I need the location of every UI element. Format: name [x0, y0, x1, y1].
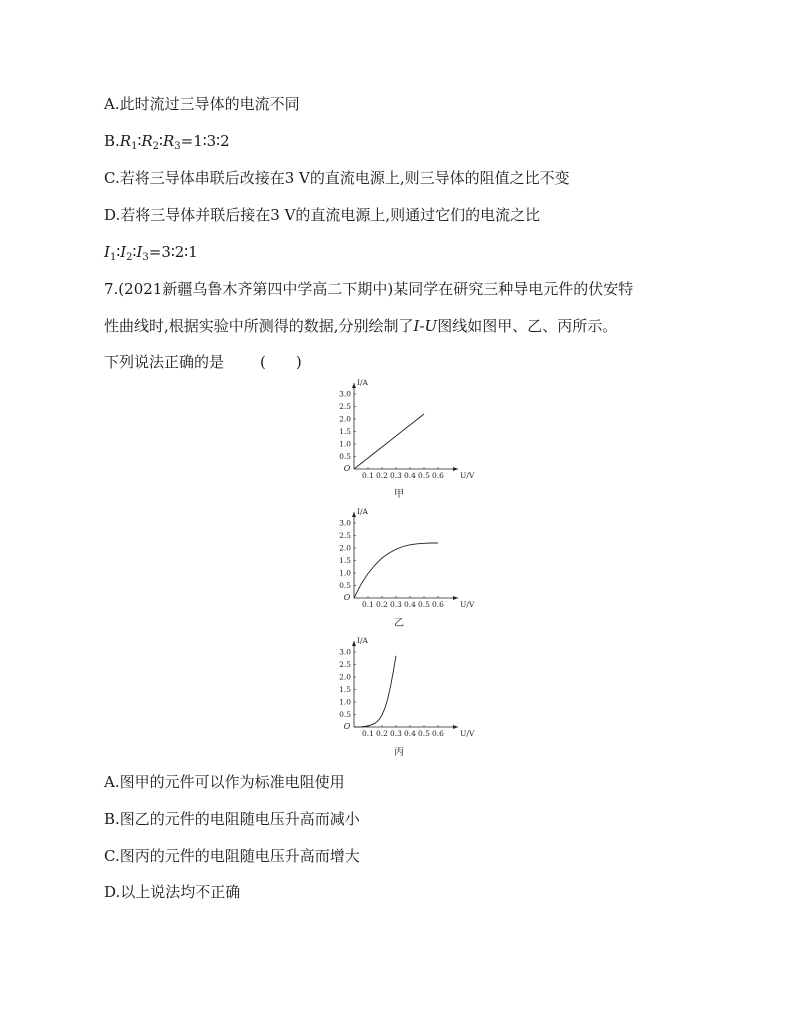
answer-blank[interactable]: ( ) — [260, 353, 302, 371]
y-axis-label: I/A — [357, 378, 368, 387]
y-axis-arrow — [352, 383, 356, 388]
question-line-1: 7.(2021新疆乌鲁木齐第四中学高二下期中)某同学在研究三种导电元件的伏安特 — [104, 280, 634, 298]
x-tick-label: 0.5 — [418, 600, 430, 609]
chart-yi-caption: 乙 — [394, 618, 404, 629]
x-tick-label: 0.6 — [432, 729, 444, 738]
y-axis-arrow — [352, 641, 356, 646]
x-tick-label: 0.2 — [376, 471, 388, 480]
x-tick-label: 0.4 — [404, 729, 416, 738]
x-axis-arrow — [453, 467, 458, 471]
chart-bing — [330, 636, 475, 759]
option-prev-b-prefix: B. — [104, 132, 120, 150]
y-tick-label: 2.5 — [339, 402, 351, 411]
x-axis-label: U/V — [460, 729, 475, 738]
y-tick-label: 2.0 — [339, 414, 351, 424]
question-line-2 — [104, 316, 617, 336]
chart-jia-caption: 甲 — [394, 489, 404, 500]
iu-curve — [354, 543, 438, 598]
r3-symbol: R — [162, 132, 175, 150]
x-tick-label: 0.5 — [418, 471, 430, 480]
y-tick-label: 3.0 — [339, 389, 351, 399]
y-tick-label: 2.5 — [339, 660, 351, 669]
question-line-3 — [104, 352, 302, 372]
y-tick-label: 1.5 — [339, 556, 351, 565]
r3-subscript: 3 — [174, 141, 181, 152]
x-axis-arrow — [453, 596, 458, 600]
option-prev-b — [104, 131, 230, 157]
x-tick-label: 0.3 — [390, 729, 402, 738]
chart-yi-svg — [330, 507, 475, 612]
option-prev-d-continued — [104, 242, 198, 268]
x-tick-label: 0.2 — [376, 600, 388, 609]
iu-symbol: I-U — [413, 317, 438, 335]
x-tick-label: 0.6 — [432, 471, 444, 480]
y-tick-label: 1.0 — [339, 697, 351, 707]
iu-curve — [354, 656, 396, 727]
question-line-2b: 图线如图甲、乙、丙所示。 — [437, 317, 618, 335]
x-tick-label: 0.1 — [362, 471, 374, 480]
chart-bing-caption: 丙 — [394, 747, 404, 758]
x-tick-label: 0.3 — [390, 471, 402, 480]
x-tick-label: 0.1 — [362, 600, 374, 609]
r2-symbol: R — [141, 132, 153, 150]
answer-option-b[interactable]: B.图乙的元件的电阻随电压升高而减小 — [104, 810, 360, 828]
y-tick-label: 2.5 — [339, 531, 351, 540]
i3-subscript: 3 — [142, 252, 149, 263]
x-tick-label: 0.6 — [432, 600, 444, 609]
origin-label: O — [343, 722, 351, 731]
x-tick-label: 0.1 — [362, 729, 374, 738]
y-axis-label: I/A — [357, 507, 368, 516]
r1-subscript: 1 — [131, 141, 138, 152]
y-axis-arrow — [352, 512, 356, 517]
y-tick-label: 1.5 — [339, 685, 351, 694]
x-axis-label: U/V — [460, 600, 475, 609]
answer-option-d[interactable]: D.以上说法均不正确 — [104, 883, 241, 901]
x-tick-label: 0.4 — [404, 600, 416, 609]
current-ratio-value: =3∶2∶1 — [148, 243, 198, 261]
answer-option-a[interactable]: A.图甲的元件可以作为标准电阻使用 — [104, 773, 345, 791]
y-tick-label: 1.0 — [339, 568, 351, 578]
option-prev-a: A.此时流过三导体的电流不同 — [104, 95, 300, 113]
y-tick-label: 2.0 — [339, 672, 351, 682]
chart-bing-svg — [330, 636, 475, 741]
y-axis-label: I/A — [357, 636, 368, 645]
option-prev-c: C.若将三导体串联后改接在3 V的直流电源上,则三导体的阻值之比不变 — [104, 169, 570, 187]
origin-label: O — [343, 464, 351, 473]
chart-jia — [330, 378, 475, 501]
question-line-2a: 性曲线时,根据实验中所测得的数据,分别绘制了 — [104, 317, 414, 335]
y-tick-label: 0.5 — [339, 452, 351, 461]
x-axis-label: U/V — [460, 471, 475, 480]
r1-symbol: R — [119, 132, 132, 150]
answer-option-c[interactable]: C.图丙的元件的电阻随电压升高而增大 — [104, 847, 360, 865]
i2-subscript: 2 — [126, 252, 133, 263]
x-tick-label: 0.3 — [390, 600, 402, 609]
y-tick-label: 0.5 — [339, 581, 351, 590]
x-tick-label: 0.5 — [418, 729, 430, 738]
current-ratio-sep-1: ∶ — [116, 243, 121, 261]
chart-yi — [330, 507, 475, 630]
origin-label: O — [343, 593, 351, 602]
r2-subscript: 2 — [152, 141, 160, 152]
y-tick-label: 2.0 — [339, 543, 351, 553]
y-tick-label: 3.0 — [339, 518, 351, 528]
ratio-value: =1∶3∶2 — [180, 132, 230, 150]
y-tick-label: 1.5 — [339, 427, 351, 436]
current-ratio-sep-2: ∶ — [132, 243, 137, 261]
ratio-sep-2: ∶ — [159, 132, 163, 150]
i1-symbol: I — [104, 243, 110, 261]
y-tick-label: 0.5 — [339, 710, 351, 719]
iu-curve — [354, 414, 424, 469]
x-tick-label: 0.4 — [404, 471, 416, 480]
question-prompt: 下列说法正确的是 — [104, 353, 225, 371]
x-tick-label: 0.2 — [376, 729, 388, 738]
y-tick-label: 3.0 — [339, 647, 351, 657]
x-axis-arrow — [453, 725, 458, 729]
i1-subscript: 1 — [109, 252, 117, 263]
option-prev-d: D.若将三导体并联后接在3 V的直流电源上,则通过它们的电流之比 — [104, 206, 541, 224]
i3-symbol: I — [136, 243, 143, 261]
y-tick-label: 1.0 — [339, 439, 351, 449]
i2-symbol: I — [120, 243, 127, 261]
chart-jia-svg — [330, 378, 475, 483]
ratio-sep-1: ∶ — [137, 132, 142, 150]
